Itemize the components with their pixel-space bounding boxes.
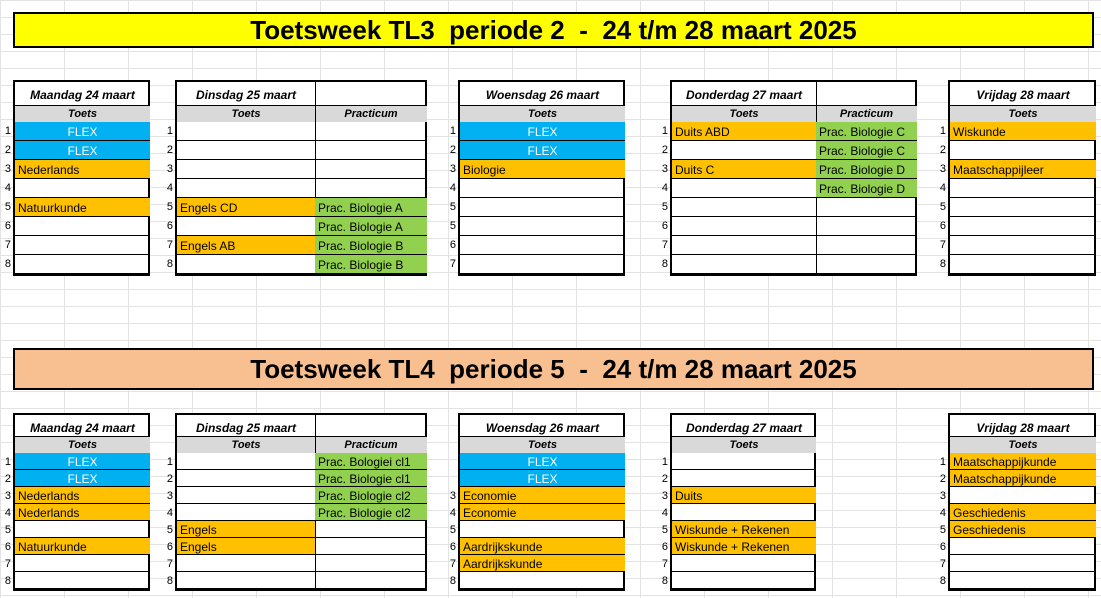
schedule-cell[interactable]: Aardrijkskunde (460, 555, 625, 572)
schedule-cell[interactable]: Nederlands (15, 160, 150, 179)
row-number: 4 (661, 182, 668, 194)
day-header: Maandag 24 maart (30, 88, 135, 102)
schedule-cell[interactable]: FLEX (460, 122, 625, 141)
day-table (13, 413, 150, 591)
schedule-cell[interactable] (177, 453, 315, 470)
schedule-cell[interactable] (460, 255, 625, 274)
day-header: Donderdag 27 maart (685, 421, 803, 435)
column-header: Toets (15, 106, 150, 122)
schedule-cell[interactable]: FLEX (15, 141, 150, 160)
header-divider (460, 105, 625, 106)
schedule-cell[interactable] (672, 504, 816, 521)
schedule-cell[interactable] (672, 555, 816, 572)
header-divider (672, 105, 917, 106)
day-header: Donderdag 27 maart (685, 88, 803, 102)
schedule-cell[interactable] (672, 255, 816, 274)
row-number: 5 (4, 524, 11, 536)
row-number: 7 (4, 558, 11, 570)
column-header: Toets (177, 437, 315, 453)
schedule-cell[interactable] (950, 179, 1096, 198)
schedule-cell[interactable] (177, 160, 315, 179)
schedule-cell[interactable]: Prac. Biologie D (816, 160, 917, 179)
day-table (948, 413, 1096, 591)
schedule-cell[interactable] (950, 487, 1096, 504)
row-number: 6 (166, 541, 173, 553)
row-number: 5 (449, 220, 456, 232)
row-number: 5 (166, 524, 173, 536)
schedule-cell[interactable] (816, 236, 917, 255)
schedule-cell[interactable]: Wiskunde + Rekenen (672, 538, 816, 555)
row-number: 1 (661, 456, 668, 468)
schedule-cell[interactable]: Maatschappijkunde (950, 470, 1096, 487)
schedule-cell[interactable]: Prac. Biologie A (315, 198, 427, 217)
schedule-cell[interactable] (950, 236, 1096, 255)
row-divider (460, 273, 625, 274)
row-number: 4 (166, 182, 173, 194)
day-table (175, 80, 427, 276)
schedule-cell[interactable] (315, 572, 427, 589)
schedule-cell[interactable]: Engels CD (177, 198, 315, 217)
schedule-cell[interactable] (177, 217, 315, 236)
row-number: 7 (939, 239, 946, 251)
row-number: 4 (4, 182, 11, 194)
row-number: 6 (939, 220, 946, 232)
header-divider (672, 436, 816, 437)
schedule-cell[interactable] (672, 179, 816, 198)
schedule-cell[interactable]: FLEX (460, 141, 625, 160)
header-divider (177, 436, 427, 437)
schedule-cell[interactable] (177, 179, 315, 198)
schedule-cell[interactable]: Engels AB (177, 236, 315, 255)
schedule-cell[interactable] (15, 236, 150, 255)
row-number: 1 (166, 456, 173, 468)
schedule-cell[interactable] (177, 487, 315, 504)
schedule-cell[interactable] (950, 555, 1096, 572)
section-title: Toetsweek TL4 periode 5 - 24 t/m 28 maart 2025 (13, 348, 1094, 390)
schedule-cell[interactable]: Economie (460, 487, 625, 504)
schedule-cell[interactable]: Engels (177, 521, 315, 538)
schedule-cell[interactable]: FLEX (15, 470, 150, 487)
row-divider (15, 588, 150, 589)
schedule-cell[interactable]: Wiskunde + Rekenen (672, 521, 816, 538)
schedule-cell[interactable] (950, 141, 1096, 160)
schedule-cell[interactable]: FLEX (15, 453, 150, 470)
header-divider (15, 105, 150, 106)
row-number: 5 (4, 201, 11, 213)
schedule-cell[interactable] (950, 255, 1096, 274)
row-number: 7 (449, 258, 456, 270)
row-number: 8 (661, 258, 668, 270)
header-divider (460, 436, 625, 437)
schedule-cell[interactable] (15, 217, 150, 236)
day-header: Maandag 24 maart (30, 421, 135, 435)
row-number: 5 (661, 201, 668, 213)
schedule-cell[interactable]: Natuurkunde (15, 538, 150, 555)
row-number: 2 (166, 144, 173, 156)
schedule-cell[interactable]: Prac. Biologie D (816, 179, 917, 198)
row-number: 3 (4, 163, 11, 175)
row-number: 6 (166, 220, 173, 232)
schedule-cell[interactable] (15, 179, 150, 198)
day-header: Vrijdag 28 maart (976, 421, 1070, 435)
schedule-cell[interactable] (950, 572, 1096, 589)
schedule-cell[interactable] (460, 217, 625, 236)
column-header: Toets (460, 437, 625, 453)
schedule-cell[interactable]: Prac. Biologie C (816, 141, 917, 160)
schedule-cell[interactable] (15, 255, 150, 274)
row-number: 2 (449, 144, 456, 156)
schedule-cell[interactable] (15, 521, 150, 538)
row-divider (460, 588, 625, 589)
row-number: 2 (4, 144, 11, 156)
row-number: 1 (166, 125, 173, 137)
row-divider (177, 273, 427, 274)
column-header: Toets (15, 437, 150, 453)
row-divider (15, 273, 150, 274)
schedule-cell[interactable]: Geschiedenis (950, 504, 1096, 521)
row-number: 8 (939, 575, 946, 587)
schedule-cell[interactable]: Aardrijkskunde (460, 538, 625, 555)
schedule-cell[interactable]: Duits (672, 487, 816, 504)
row-number: 3 (166, 163, 173, 175)
schedule-cell[interactable]: Prac. Biologie B (315, 236, 427, 255)
row-number: 4 (4, 507, 11, 519)
schedule-cell[interactable]: Wiskunde (950, 122, 1096, 141)
schedule-cell[interactable] (672, 141, 816, 160)
row-number: 2 (661, 473, 668, 485)
schedule-cell[interactable]: Biologie (460, 160, 625, 179)
row-divider (672, 588, 816, 589)
row-number: 4 (939, 182, 946, 194)
row-number: 8 (449, 575, 456, 587)
row-divider (672, 273, 917, 274)
column-header: Practicum (315, 106, 427, 122)
day-table (458, 413, 625, 591)
schedule-cell[interactable] (460, 236, 625, 255)
row-number: 7 (166, 558, 173, 570)
day-table (458, 80, 625, 276)
schedule-cell[interactable]: Duits ABD (672, 122, 816, 141)
day-table (670, 80, 917, 276)
schedule-cell[interactable] (177, 555, 315, 572)
row-number: 7 (939, 558, 946, 570)
header-divider (15, 436, 150, 437)
schedule-cell[interactable] (672, 453, 816, 470)
column-header: Toets (950, 106, 1096, 122)
row-number: 1 (939, 456, 946, 468)
row-number: 1 (661, 125, 668, 137)
row-number: 6 (449, 239, 456, 251)
day-table (13, 80, 150, 276)
row-number: 8 (661, 575, 668, 587)
schedule-cell[interactable] (15, 555, 150, 572)
schedule-cell[interactable]: Prac. Biologie cl1 (315, 470, 427, 487)
schedule-cell[interactable]: Nederlands (15, 504, 150, 521)
row-number: 2 (166, 473, 173, 485)
schedule-cell[interactable]: Prac. Biologie B (315, 255, 427, 274)
row-number: 1 (4, 125, 11, 137)
row-number: 4 (661, 507, 668, 519)
row-number: 8 (166, 575, 173, 587)
schedule-cell[interactable] (315, 179, 427, 198)
schedule-cell[interactable]: Prac. Biologie C (816, 122, 917, 141)
row-divider (950, 273, 1096, 274)
schedule-cell[interactable]: Natuurkunde (15, 198, 150, 217)
schedule-cell[interactable]: Nederlands (15, 487, 150, 504)
header-divider (950, 436, 1096, 437)
schedule-cell[interactable]: Maatschappijkunde (950, 453, 1096, 470)
day-header: Dinsdag 25 maart (195, 421, 297, 435)
row-number: 5 (661, 524, 668, 536)
row-number: 3 (166, 490, 173, 502)
row-number: 2 (4, 473, 11, 485)
schedule-cell[interactable] (950, 538, 1096, 555)
day-table (175, 413, 427, 591)
row-number: 3 (939, 490, 946, 502)
schedule-cell[interactable] (816, 255, 917, 274)
schedule-cell[interactable] (177, 504, 315, 521)
schedule-cell[interactable] (315, 160, 427, 179)
row-number: 3 (939, 163, 946, 175)
schedule-cell[interactable]: Geschiedenis (950, 521, 1096, 538)
row-number: 8 (4, 575, 11, 587)
schedule-cell[interactable] (460, 572, 625, 589)
column-header: Toets (177, 106, 315, 122)
schedule-cell[interactable] (177, 470, 315, 487)
schedule-cell[interactable]: FLEX (15, 122, 150, 141)
schedule-cell[interactable] (950, 217, 1096, 236)
row-number: 8 (4, 258, 11, 270)
row-number: 3 (661, 163, 668, 175)
row-number: 2 (939, 473, 946, 485)
schedule-cell[interactable] (177, 141, 315, 160)
row-number: 1 (4, 456, 11, 468)
schedule-cell[interactable]: Prac. Bologiei cl1 (315, 453, 427, 470)
row-number: 6 (4, 541, 11, 553)
row-number: 1 (449, 125, 456, 137)
row-number: 6 (449, 541, 456, 553)
row-number: 6 (661, 220, 668, 232)
row-number: 2 (939, 144, 946, 156)
row-number: 1 (939, 125, 946, 137)
schedule-cell[interactable] (315, 538, 427, 555)
row-number: 8 (939, 258, 946, 270)
schedule-cell[interactable] (177, 122, 315, 141)
schedule-cell[interactable] (950, 198, 1096, 217)
row-number: 7 (4, 239, 11, 251)
schedule-cell[interactable] (460, 198, 625, 217)
schedule-cell[interactable] (315, 555, 427, 572)
schedule-cell[interactable] (460, 521, 625, 538)
schedule-cell[interactable] (672, 236, 816, 255)
header-divider (950, 105, 1096, 106)
row-number: 8 (166, 258, 173, 270)
schedule-cell[interactable]: Economie (460, 504, 625, 521)
row-number: 4 (449, 507, 456, 519)
row-number: 2 (661, 144, 668, 156)
row-number: 7 (449, 558, 456, 570)
schedule-cell[interactable] (177, 255, 315, 274)
row-number: 4 (166, 507, 173, 519)
schedule-cell[interactable]: FLEX (460, 470, 625, 487)
schedule-cell[interactable]: Prac. Biologie A (315, 217, 427, 236)
row-number: 3 (4, 490, 11, 502)
row-number: 4 (449, 182, 456, 194)
day-table (670, 413, 816, 591)
column-header: Practicum (816, 106, 917, 122)
row-number: 7 (166, 239, 173, 251)
row-number: 7 (661, 558, 668, 570)
day-header: Dinsdag 25 maart (195, 88, 297, 102)
column-header: Toets (672, 437, 816, 453)
row-number: 5 (939, 201, 946, 213)
schedule-cell[interactable] (315, 521, 427, 538)
row-number: 5 (939, 524, 946, 536)
row-number: 6 (4, 220, 11, 232)
day-table (948, 80, 1096, 276)
schedule-cell[interactable]: Duits C (672, 160, 816, 179)
schedule-cell[interactable] (315, 141, 427, 160)
day-header: Vrijdag 28 maart (976, 88, 1070, 102)
column-header: Toets (672, 106, 816, 122)
day-header: Woensdag 26 maart (485, 88, 600, 102)
schedule-cell[interactable]: Maatschappijleer (950, 160, 1096, 179)
schedule-cell[interactable] (672, 198, 816, 217)
day-header: Woensdag 26 maart (485, 421, 600, 435)
row-number: 4 (939, 507, 946, 519)
schedule-cell[interactable] (177, 572, 315, 589)
schedule-cell[interactable] (672, 572, 816, 589)
column-header: Toets (460, 106, 625, 122)
schedule-cell[interactable] (672, 470, 816, 487)
schedule-cell[interactable]: Prac. Biologie cl2 (315, 487, 427, 504)
row-number: 3 (449, 163, 456, 175)
schedule-cell[interactable]: Engels (177, 538, 315, 555)
schedule-cell[interactable] (315, 122, 427, 141)
row-number: 7 (661, 239, 668, 251)
schedule-cell[interactable] (816, 198, 917, 217)
row-number: 3 (449, 490, 456, 502)
row-divider (177, 588, 427, 589)
schedule-cell[interactable] (15, 572, 150, 589)
row-divider (950, 588, 1096, 589)
section-title: Toetsweek TL3 periode 2 - 24 t/m 28 maart 2025 (13, 12, 1094, 48)
header-divider (177, 105, 427, 106)
schedule-cell[interactable] (816, 217, 917, 236)
row-number: 6 (939, 541, 946, 553)
row-number: 5 (449, 201, 456, 213)
schedule-cell[interactable] (672, 217, 816, 236)
column-header: Practicum (315, 437, 427, 453)
row-number: 6 (661, 541, 668, 553)
row-number: 5 (449, 524, 456, 536)
schedule-cell[interactable] (460, 179, 625, 198)
column-header: Toets (950, 437, 1096, 453)
schedule-cell[interactable]: Prac. Biologie cl2 (315, 504, 427, 521)
row-number: 5 (166, 201, 173, 213)
schedule-cell[interactable]: FLEX (460, 453, 625, 470)
row-number: 3 (661, 490, 668, 502)
